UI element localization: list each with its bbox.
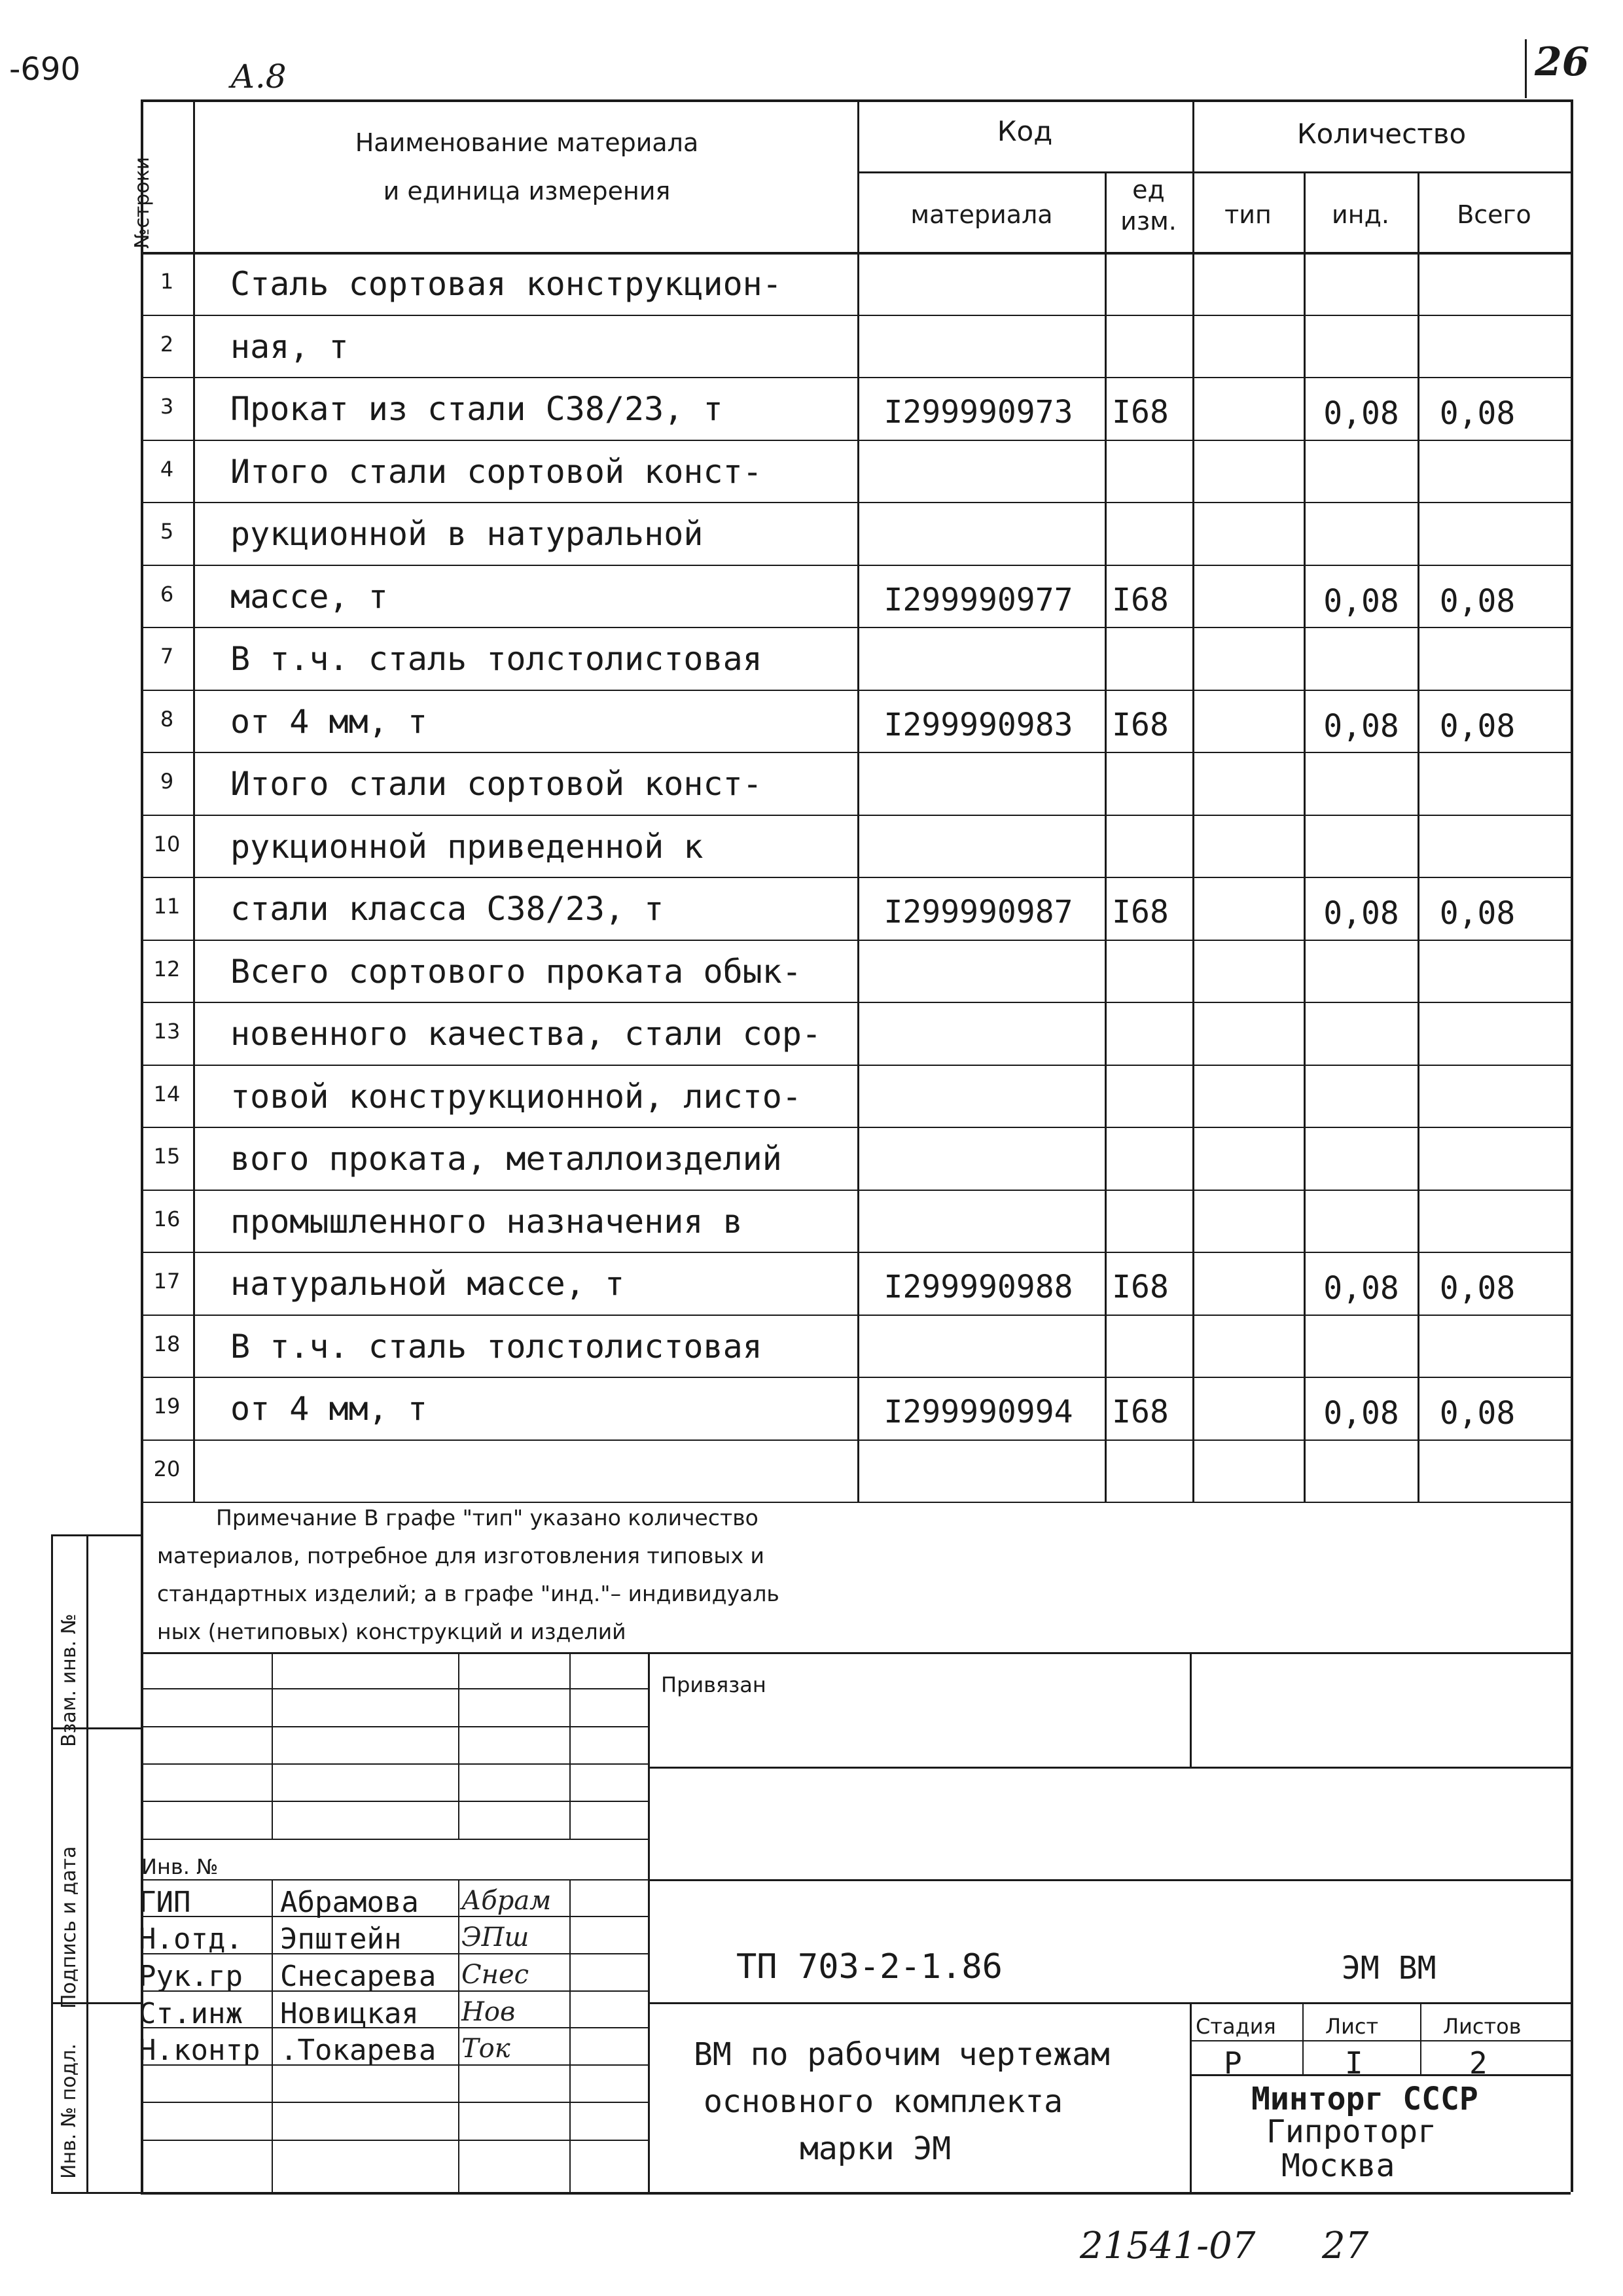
row-line xyxy=(141,1127,1571,1128)
column-line xyxy=(857,99,859,1502)
doc-mark: ЭМ ВМ xyxy=(1342,1950,1436,1987)
header-quantity: Количество xyxy=(1296,118,1467,150)
material-code: I299990977 xyxy=(883,581,1073,618)
stamp-row-line xyxy=(141,1688,648,1689)
qty-total: 0,08 xyxy=(1439,582,1516,620)
signature-mark: ЭПш xyxy=(461,1922,529,1952)
left-number: -690 xyxy=(9,51,80,88)
note-line-1: Примечание В графе "тип" указано количество xyxy=(216,1505,758,1530)
signature-mark: Нов xyxy=(461,1997,516,2027)
qty-ind: 0,08 xyxy=(1323,582,1399,620)
stamp-col-line xyxy=(1420,2002,1421,2074)
side-column-mid xyxy=(86,1534,88,2192)
header-code-unit-1: ед xyxy=(1132,175,1165,204)
stamp-row-line xyxy=(141,1839,648,1840)
org-line-1: Минторг СССР xyxy=(1251,2081,1478,2117)
stamp-col-line xyxy=(272,1879,273,2192)
material-name: промышленного назначения в xyxy=(230,1202,743,1241)
material-name: ная, т xyxy=(230,327,349,366)
top-right-tick xyxy=(1525,39,1527,98)
material-name: рукционной приведенной к xyxy=(230,827,704,866)
table-top-border xyxy=(141,99,1571,102)
row-number: 14 xyxy=(153,1081,181,1106)
unit-code: I68 xyxy=(1112,581,1169,618)
header-bottom-line xyxy=(141,252,1571,255)
signature-mark: Абрам xyxy=(461,1886,552,1916)
material-name: от 4 мм, т xyxy=(230,1390,428,1428)
qty-total: 0,08 xyxy=(1439,707,1516,745)
stamp-row-line xyxy=(141,1652,648,1653)
material-name: массе, т xyxy=(230,577,388,616)
signature-name: Эпштейн xyxy=(280,1922,402,1956)
material-name: от 4 мм, т xyxy=(230,702,428,741)
org-line-3: Москва xyxy=(1281,2147,1395,2184)
row-number: 7 xyxy=(160,644,174,669)
row-number: 20 xyxy=(153,1456,181,1481)
doc-code: ТП 703-2-1.86 xyxy=(736,1947,1003,1987)
stamp-col-line xyxy=(1190,2002,1192,2192)
row-number: 2 xyxy=(160,331,174,357)
row-number: 19 xyxy=(153,1394,181,1419)
org-line-2: Гипроторг xyxy=(1266,2113,1437,2150)
title-line-1: ВМ по рабочим чертежам xyxy=(694,2036,1110,2073)
column-line xyxy=(193,99,195,1502)
stamp-col-line xyxy=(272,1652,273,1839)
material-name: Прокат из стали С38/23, т xyxy=(230,390,723,428)
row-line xyxy=(141,1502,1571,1503)
header-qty-total: Всего xyxy=(1457,200,1531,229)
stamp-row-line xyxy=(648,1767,1571,1769)
stamp-col-line xyxy=(1190,1652,1192,1767)
stamp-row-line xyxy=(141,2102,648,2103)
row-number: 5 xyxy=(160,519,174,544)
row-number: 8 xyxy=(160,706,174,732)
qty-ind: 0,08 xyxy=(1323,707,1399,745)
row-number: 17 xyxy=(153,1269,181,1294)
row-line xyxy=(141,940,1571,941)
row-line xyxy=(141,377,1571,378)
unit-code: I68 xyxy=(1112,1394,1169,1430)
material-name: вого проката, металлоизделий xyxy=(230,1140,782,1178)
header-qty-type: тип xyxy=(1224,200,1272,229)
note-line-2: материалов, потребное для изготовления типовых и xyxy=(157,1543,764,1568)
material-code: I299990988 xyxy=(883,1269,1073,1305)
bottom-number: 21541-07 xyxy=(1080,2225,1256,2267)
material-name: новенного качества, стали сор- xyxy=(230,1015,822,1053)
row-number: 15 xyxy=(153,1144,181,1169)
stamp-row-line xyxy=(141,1879,648,1881)
row-number: 10 xyxy=(153,831,181,857)
signature-name: Снесарева xyxy=(280,1960,437,1993)
signature-name: Абрамова xyxy=(280,1886,419,1919)
title-line-3: марки ЭМ xyxy=(800,2130,952,2167)
signature-mark: Ток xyxy=(461,2034,510,2064)
stamp-col-line xyxy=(569,1652,571,1839)
sheets-label: Листов xyxy=(1443,2014,1522,2039)
row-number: 1 xyxy=(160,269,174,294)
stamp-row-line xyxy=(648,1879,1571,1881)
qty-total: 0,08 xyxy=(1439,1395,1516,1432)
row-number: 18 xyxy=(153,1331,181,1356)
material-name: стали класса С38/23, т xyxy=(230,890,664,928)
signature-role: ГИП xyxy=(139,1886,191,1919)
row-line xyxy=(141,565,1571,566)
header-split-line xyxy=(857,171,1571,173)
stamp-row-line xyxy=(648,2002,1571,2004)
page-number: 26 xyxy=(1535,39,1590,85)
unit-code: I68 xyxy=(1112,894,1169,930)
signature-name: Новицкая xyxy=(280,1997,419,2030)
sheet-ref: А.8 xyxy=(230,58,287,96)
row-line xyxy=(141,502,1571,503)
header-row-number: №строки xyxy=(131,156,154,249)
row-line xyxy=(141,1002,1571,1003)
stamp-col-line xyxy=(569,1879,571,2192)
side-label-vzam: Взам. инв. № xyxy=(58,1614,80,1747)
material-name: товой конструкционной, листо- xyxy=(230,1077,802,1116)
material-name: Сталь сортовая конструкцион- xyxy=(230,265,782,303)
row-line xyxy=(141,315,1571,316)
stamp-row-line xyxy=(1190,2074,1571,2076)
signature-role: Н.отд. xyxy=(139,1922,243,1956)
row-line xyxy=(141,1439,1571,1441)
material-code: I299990983 xyxy=(883,706,1073,743)
material-code: I299990987 xyxy=(883,894,1073,930)
header-qty-ind: инд. xyxy=(1332,200,1389,229)
material-name: В т.ч. сталь толстолистовая xyxy=(230,640,762,678)
side-column-left xyxy=(51,1534,53,2192)
material-name: натуральной массе, т xyxy=(230,1265,625,1303)
stamp-row-line xyxy=(141,1763,648,1765)
sheet-label: Лист xyxy=(1325,2014,1379,2039)
row-number: 13 xyxy=(153,1019,181,1044)
signature-name: .Токарева xyxy=(280,2034,437,2067)
stamp-row-line xyxy=(141,2192,648,2193)
qty-total: 0,08 xyxy=(1439,895,1516,932)
row-number: 16 xyxy=(153,1206,181,1231)
stamp-col-line xyxy=(648,1652,650,2192)
header-name-line1: Наименование материала xyxy=(355,128,699,157)
row-line xyxy=(141,752,1571,753)
frame-right xyxy=(1571,1502,1573,2192)
stamp-row-line xyxy=(141,2140,648,2141)
row-number: 9 xyxy=(160,769,174,794)
row-number: 3 xyxy=(160,394,174,419)
material-code: I299990994 xyxy=(883,1394,1073,1430)
material-name: В т.ч. сталь толстолистовая xyxy=(230,1327,762,1366)
privyazan-label: Привязан xyxy=(661,1672,766,1697)
row-line xyxy=(141,1315,1571,1316)
row-line xyxy=(141,1065,1571,1066)
qty-total: 0,08 xyxy=(1439,395,1516,432)
material-name: Всего сортового проката обык- xyxy=(230,952,802,991)
qty-ind: 0,08 xyxy=(1323,1270,1399,1307)
row-line xyxy=(141,1190,1571,1191)
stamp-col-line xyxy=(1302,2002,1304,2074)
row-line xyxy=(141,627,1571,628)
unit-code: I68 xyxy=(1112,706,1169,743)
header-code-material: материала xyxy=(910,200,1053,229)
qty-ind: 0,08 xyxy=(1323,395,1399,432)
unit-code: I68 xyxy=(1112,1269,1169,1305)
qty-total: 0,08 xyxy=(1439,1270,1516,1307)
row-number: 12 xyxy=(153,956,181,981)
row-number: 6 xyxy=(160,581,174,607)
material-name: рукционной в натуральной xyxy=(230,515,704,553)
bottom-page: 27 xyxy=(1322,2225,1369,2267)
header-name-line2: и единица измерения xyxy=(383,177,671,205)
side-label-inv-podl: Инв. № подл. xyxy=(58,2043,80,2179)
column-line xyxy=(1571,99,1573,1502)
row-line xyxy=(141,815,1571,816)
sheets-value: 2 xyxy=(1469,2045,1488,2081)
signature-role: Н.контр xyxy=(139,2034,260,2067)
stage-label: Стадия xyxy=(1196,2014,1276,2039)
signature-role: Рук.гр xyxy=(139,1960,243,1993)
header-code-unit-2: изм. xyxy=(1120,207,1177,236)
signature-role: Ст.инж xyxy=(139,1997,243,2030)
material-name: Итого стали сортовой конст- xyxy=(230,765,762,803)
material-name: Итого стали сортовой конст- xyxy=(230,452,762,491)
stage-value: Р xyxy=(1224,2045,1242,2081)
stamp-col-line xyxy=(458,1652,459,1839)
stamp-row-line xyxy=(141,1726,648,1727)
stamp-row-line xyxy=(1190,2040,1571,2041)
stamp-col-line xyxy=(458,1879,459,2192)
row-line xyxy=(141,690,1571,691)
side-line xyxy=(51,2192,141,2194)
inv-no-label: Инв. № xyxy=(141,1854,219,1879)
note-line-4: ных (нетиповых) конструкций и изделий xyxy=(157,1619,626,1644)
frame-left xyxy=(141,1502,143,2192)
row-number: 11 xyxy=(153,894,181,919)
header-code: Код xyxy=(997,115,1053,147)
column-line xyxy=(1192,99,1194,1502)
title-line-2: основного комплекта xyxy=(704,2083,1063,2120)
row-line xyxy=(141,1377,1571,1378)
stamp-row-line xyxy=(141,1801,648,1802)
sheet-value: I xyxy=(1345,2045,1363,2081)
side-label-podpis: Подпись и дата xyxy=(58,1846,80,2009)
note-line-3: стандартных изделий; а в графе "инд."– индивидуаль xyxy=(157,1581,779,1606)
row-line xyxy=(141,440,1571,441)
qty-ind: 0,08 xyxy=(1323,895,1399,932)
side-line xyxy=(51,1534,141,1536)
unit-code: I68 xyxy=(1112,394,1169,431)
qty-ind: 0,08 xyxy=(1323,1395,1399,1432)
row-line xyxy=(141,877,1571,878)
row-line xyxy=(141,1252,1571,1253)
material-code: I299990973 xyxy=(883,394,1073,431)
signature-mark: Снес xyxy=(461,1960,529,1990)
row-number: 4 xyxy=(160,456,174,482)
